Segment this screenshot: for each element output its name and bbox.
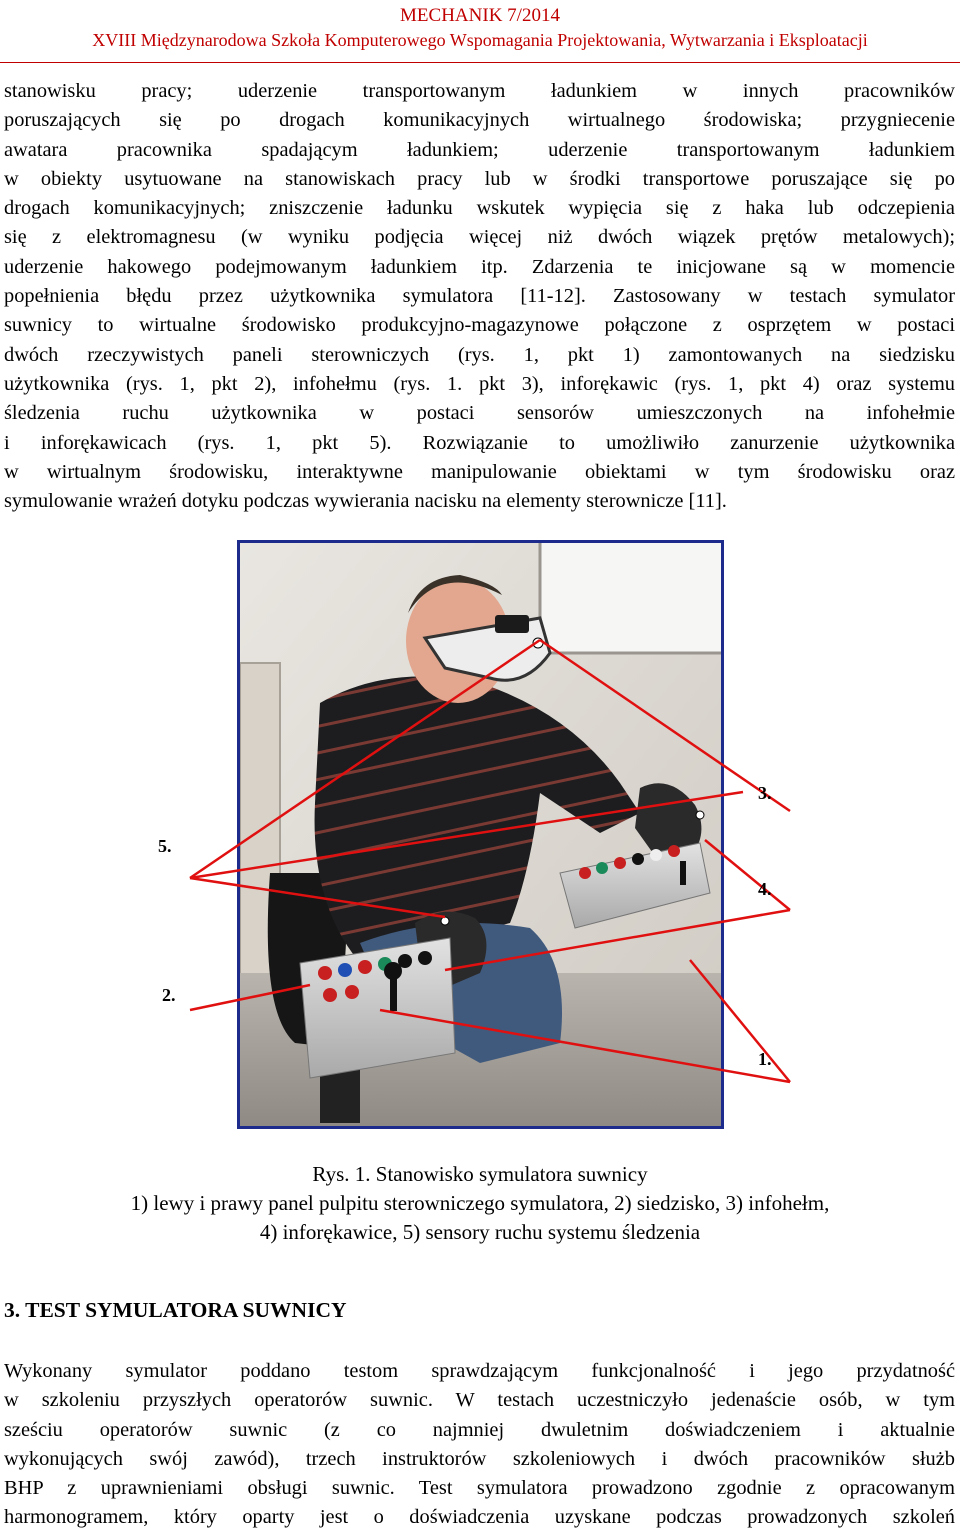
caption-title: Rys. 1. Stanowisko symulatora suwnicy bbox=[312, 1162, 648, 1186]
body-paragraph-2 bbox=[4, 1357, 955, 1533]
section-heading: 3. TEST SYMULATORA SUWNICY bbox=[4, 1298, 347, 1322]
text-line: symulowanie wrażeń dotyku podczas wywierania nacisku na elementy sterownicze [11]. bbox=[4, 490, 727, 513]
text-line: awatara pracownika spadającym ładunkiem; uderzenie transportowanym ładunkiem bbox=[4, 138, 955, 161]
leader-lines bbox=[145, 540, 795, 1132]
text-line: drogach komunikacyjnych; zniszczenie ładunku wskutek wypięcia się z haka lub odczepienia bbox=[4, 197, 955, 220]
leader-line-4 bbox=[445, 910, 790, 970]
figure-label-2: 2. bbox=[162, 985, 176, 1005]
text-line: dwóch rzeczywistych paneli sterowniczych (rys. 1, pkt 1) zamontowanych na siedzisku bbox=[4, 343, 955, 366]
figure-label-4: 4. bbox=[758, 879, 772, 899]
text-line: śledzenia ruchu użytkownika w postaci sensorów umieszczonych na infohełmie bbox=[4, 402, 955, 425]
figure-label-3: 3. bbox=[758, 783, 772, 803]
text-line: sześciu operatorów suwnic (z co najmniej dwuletnim doświadczeniem i aktualnie bbox=[4, 1418, 955, 1441]
text-line: się z elektromagnesu (w wyniku podjęcia więcej niż dwóch wiązek prętów metalowych); bbox=[4, 226, 955, 249]
leader-line-5 bbox=[190, 878, 445, 917]
text-line: wykonujących swój zawód), trzech instruktorów szkoleniowych i dwóch pracowników służb bbox=[4, 1447, 955, 1470]
text-line: poruszających się po drogach komunikacyjnych wirtualnego środowiska; przygniecenie bbox=[4, 109, 955, 132]
page-header bbox=[0, 0, 960, 53]
leader-line-5 bbox=[190, 792, 743, 878]
text-line: BHP z uprawnieniami obsługi suwnic. Test symulatora prowadzono zgodnie z opracowanym bbox=[4, 1477, 955, 1500]
text-line: użytkownika (rys. 1, pkt 2), infohełmu (rys. 1. pkt 3), inforękawic (rys. 1, pkt 4) oraz systemu bbox=[4, 372, 955, 395]
text-line: stanowisku pracy; uderzenie transportowanym ładunkiem w innych pracowników bbox=[4, 80, 955, 102]
figure-label-1: 1. bbox=[758, 1049, 772, 1069]
figure-1 bbox=[145, 540, 795, 1132]
text-line: Wykonany symulator poddano testom sprawdzającym funkcjonalność i jego przydatność bbox=[4, 1360, 955, 1382]
text-line: suwnicy to wirtualne środowisko produkcyjno-magazynowe połączone z osprzętem w postaci bbox=[4, 314, 955, 337]
leader-line-1 bbox=[380, 1010, 790, 1082]
text-line: i inforękawicach (rys. 1, pkt 5). Rozwiązanie to umożliwiło zanurzenie użytkownika bbox=[4, 431, 955, 454]
text-line: uderzenie hakowego podejmowanym ładunkiem itp. Zdarzenia te inicjowane są w momencie bbox=[4, 255, 955, 278]
leader-line-3 bbox=[540, 640, 790, 811]
text-line: w wirtualnym środowisku, interaktywne manipulowanie obiektami w tym środowisku oraz bbox=[4, 460, 955, 483]
conference-name: XVIII Międzynarodowa Szkoła Komputerowego Wspomagania Projektowania, Wytwarzania i Eksploatacji bbox=[92, 30, 868, 50]
leader-line-1 bbox=[690, 960, 790, 1082]
figure-label-5: 5. bbox=[158, 836, 172, 856]
leader-line-2 bbox=[190, 985, 310, 1010]
caption-line: 1) lewy i prawy panel pulpitu sterowniczego symulatora, 2) siedzisko, 3) infohełm, bbox=[130, 1191, 830, 1215]
journal-issue: MECHANIK 7/2014 bbox=[400, 5, 560, 26]
figure-caption bbox=[0, 1160, 960, 1247]
text-line: w obiekty usytuowane na stanowiskach pracy lub w środki transportowe poruszające się po bbox=[4, 167, 955, 190]
text-line: harmonogramem, który oparty jest o doświadczenia uzyskane podczas prowadzonych szkoleń bbox=[4, 1506, 955, 1529]
text-line: w szkoleniu przyszłych operatorów suwnic. W testach uczestniczyło jedenaście osób, w tym bbox=[4, 1389, 955, 1412]
text-line: popełnienia błędu przez użytkownika symulatora [11-12]. Zastosowany w testach symulator bbox=[4, 285, 955, 308]
caption-line: 4) inforękawice, 5) sensory ruchu systemu śledzenia bbox=[259, 1220, 701, 1244]
header-divider bbox=[0, 62, 960, 63]
body-paragraph-1 bbox=[4, 77, 955, 516]
leader-line-5 bbox=[190, 640, 540, 878]
leader-line-4 bbox=[705, 840, 790, 910]
